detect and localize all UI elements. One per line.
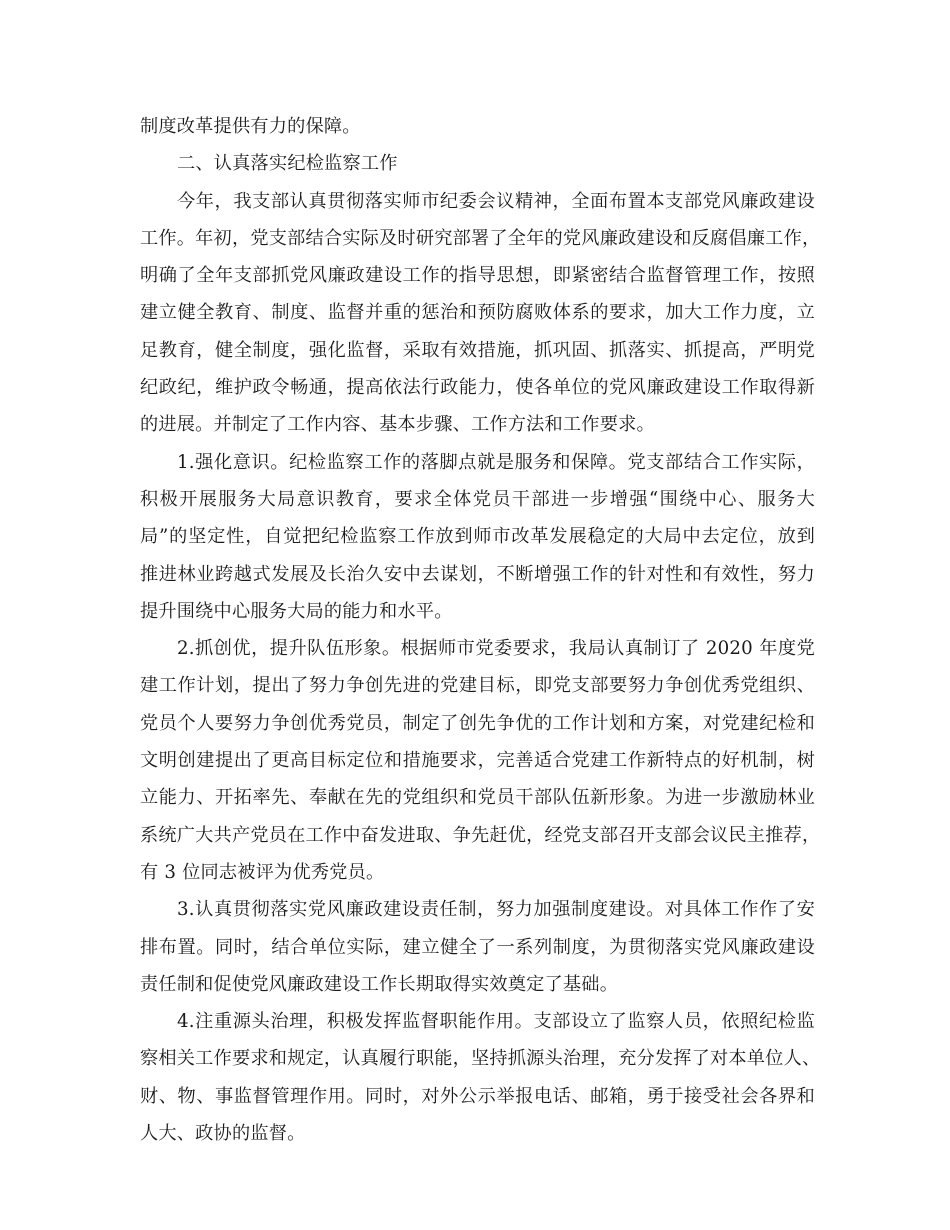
text-line: 积极开展服务大局意识教育，要求全体党员干部进一步增强“围绕中心、服务大 bbox=[140, 488, 815, 510]
text-line: 1.强化意识。纪检监察工作的落脚点就是服务和保障。党支部结合工作实际， bbox=[177, 451, 815, 473]
paragraph-intro bbox=[140, 183, 821, 444]
text-line: 有 3 位同志被评为优秀党员。 bbox=[140, 861, 385, 883]
text-line: 工作。年初，党支部结合实际及时研究部署了全年的党风廉政建设和反腐倡廉工作， bbox=[140, 227, 821, 249]
text-line: 财、物、事监督管理作用。同时，对外公示举报电话、邮箱，勇于接受社会各界和 bbox=[140, 1085, 815, 1107]
document-page bbox=[140, 108, 821, 1152]
paragraph-item-3 bbox=[140, 891, 815, 1003]
text-line: 4.注重源头治理，积极发挥监督职能作用。支部设立了监察人员，依照纪检监 bbox=[177, 1011, 815, 1033]
text-line: 推进林业跨越式发展及长治久安中去谋划，不断增强工作的针对性和有效性，努力 bbox=[140, 563, 815, 585]
text-line: 提升围绕中心服务大局的能力和水平。 bbox=[140, 600, 453, 622]
heading-line: 二、认真落实纪检监察工作 bbox=[177, 153, 398, 175]
text-line: 局”的坚定性，自觉把纪检监察工作放到师市改革发展稳定的大局中去定位，放到 bbox=[140, 526, 815, 548]
text-line: 纪政纪，维护政令畅通，提高依法行政能力，使各单位的党风廉政建设工作取得新 bbox=[140, 377, 815, 399]
text-line: 建立健全教育、制度、监督并重的惩治和预防腐败体系的要求，加大工作力度，立 bbox=[140, 302, 815, 324]
text-line: 明确了全年支部抓党风廉政建设工作的指导思想，即紧密结合监督管理工作，按照 bbox=[140, 265, 815, 287]
paragraph-item-2 bbox=[140, 630, 821, 891]
paragraph-item-4 bbox=[140, 1003, 821, 1152]
text-line: 排布置。同时，结合单位实际，建立健全了一系列制度，为贯彻落实党风廉政建设 bbox=[140, 936, 815, 958]
text-line: 立能力、开拓率先、奉献在先的党组织和党员干部队伍新形象。为进一步激励林业 bbox=[140, 787, 815, 809]
text-line: 足教育，健全制度，强化监督，采取有效措施，抓巩固、抓落实、抓提高，严明党 bbox=[140, 339, 815, 361]
text-line: 责任制和促使党风廉政建设工作长期取得实效奠定了基础。 bbox=[140, 973, 619, 995]
text-line: 察相关工作要求和规定，认真履行职能，坚持抓源头治理，充分发挥了对本单位人、 bbox=[140, 1048, 821, 1070]
text-line: 3.认真贯彻落实党风廉政建设责任制，努力加强制度建设。对具体工作作了安 bbox=[177, 899, 815, 921]
text-line: 2.抓创优，提升队伍形象。根据师市党委要求，我局认真制订了 2020 年度党 bbox=[177, 638, 815, 660]
text-line: 制度改革提供有力的保障。 bbox=[140, 116, 361, 137]
text-line: 党员个人要努力争创优秀党员，制定了创先争优的工作计划和方案，对党建纪检和 bbox=[140, 712, 815, 734]
section-heading bbox=[140, 145, 815, 182]
text-line: 建工作计划，提出了努力争创先进的党建目标，即党支部要努力争创优秀党组织、 bbox=[140, 675, 815, 697]
paragraph-continuation bbox=[140, 108, 815, 145]
text-line: 今年，我支部认真贯彻落实师市纪委会议精神，全面布置本支部党风廉政建设 bbox=[177, 190, 815, 212]
paragraph-item-1 bbox=[140, 444, 815, 630]
text-line: 人大、政协的监督。 bbox=[140, 1123, 306, 1145]
text-line: 文明创建提出了更高目标定位和措施要求，完善适合党建工作新特点的好机制，树 bbox=[140, 750, 815, 772]
text-line: 的进展。并制定了工作内容、基本步骤、工作方法和工作要求。 bbox=[140, 414, 655, 436]
text-line: 系统广大共产党员在工作中奋发进取、争先赶优，经党支部召开支部会议民主推荐， bbox=[140, 824, 821, 846]
